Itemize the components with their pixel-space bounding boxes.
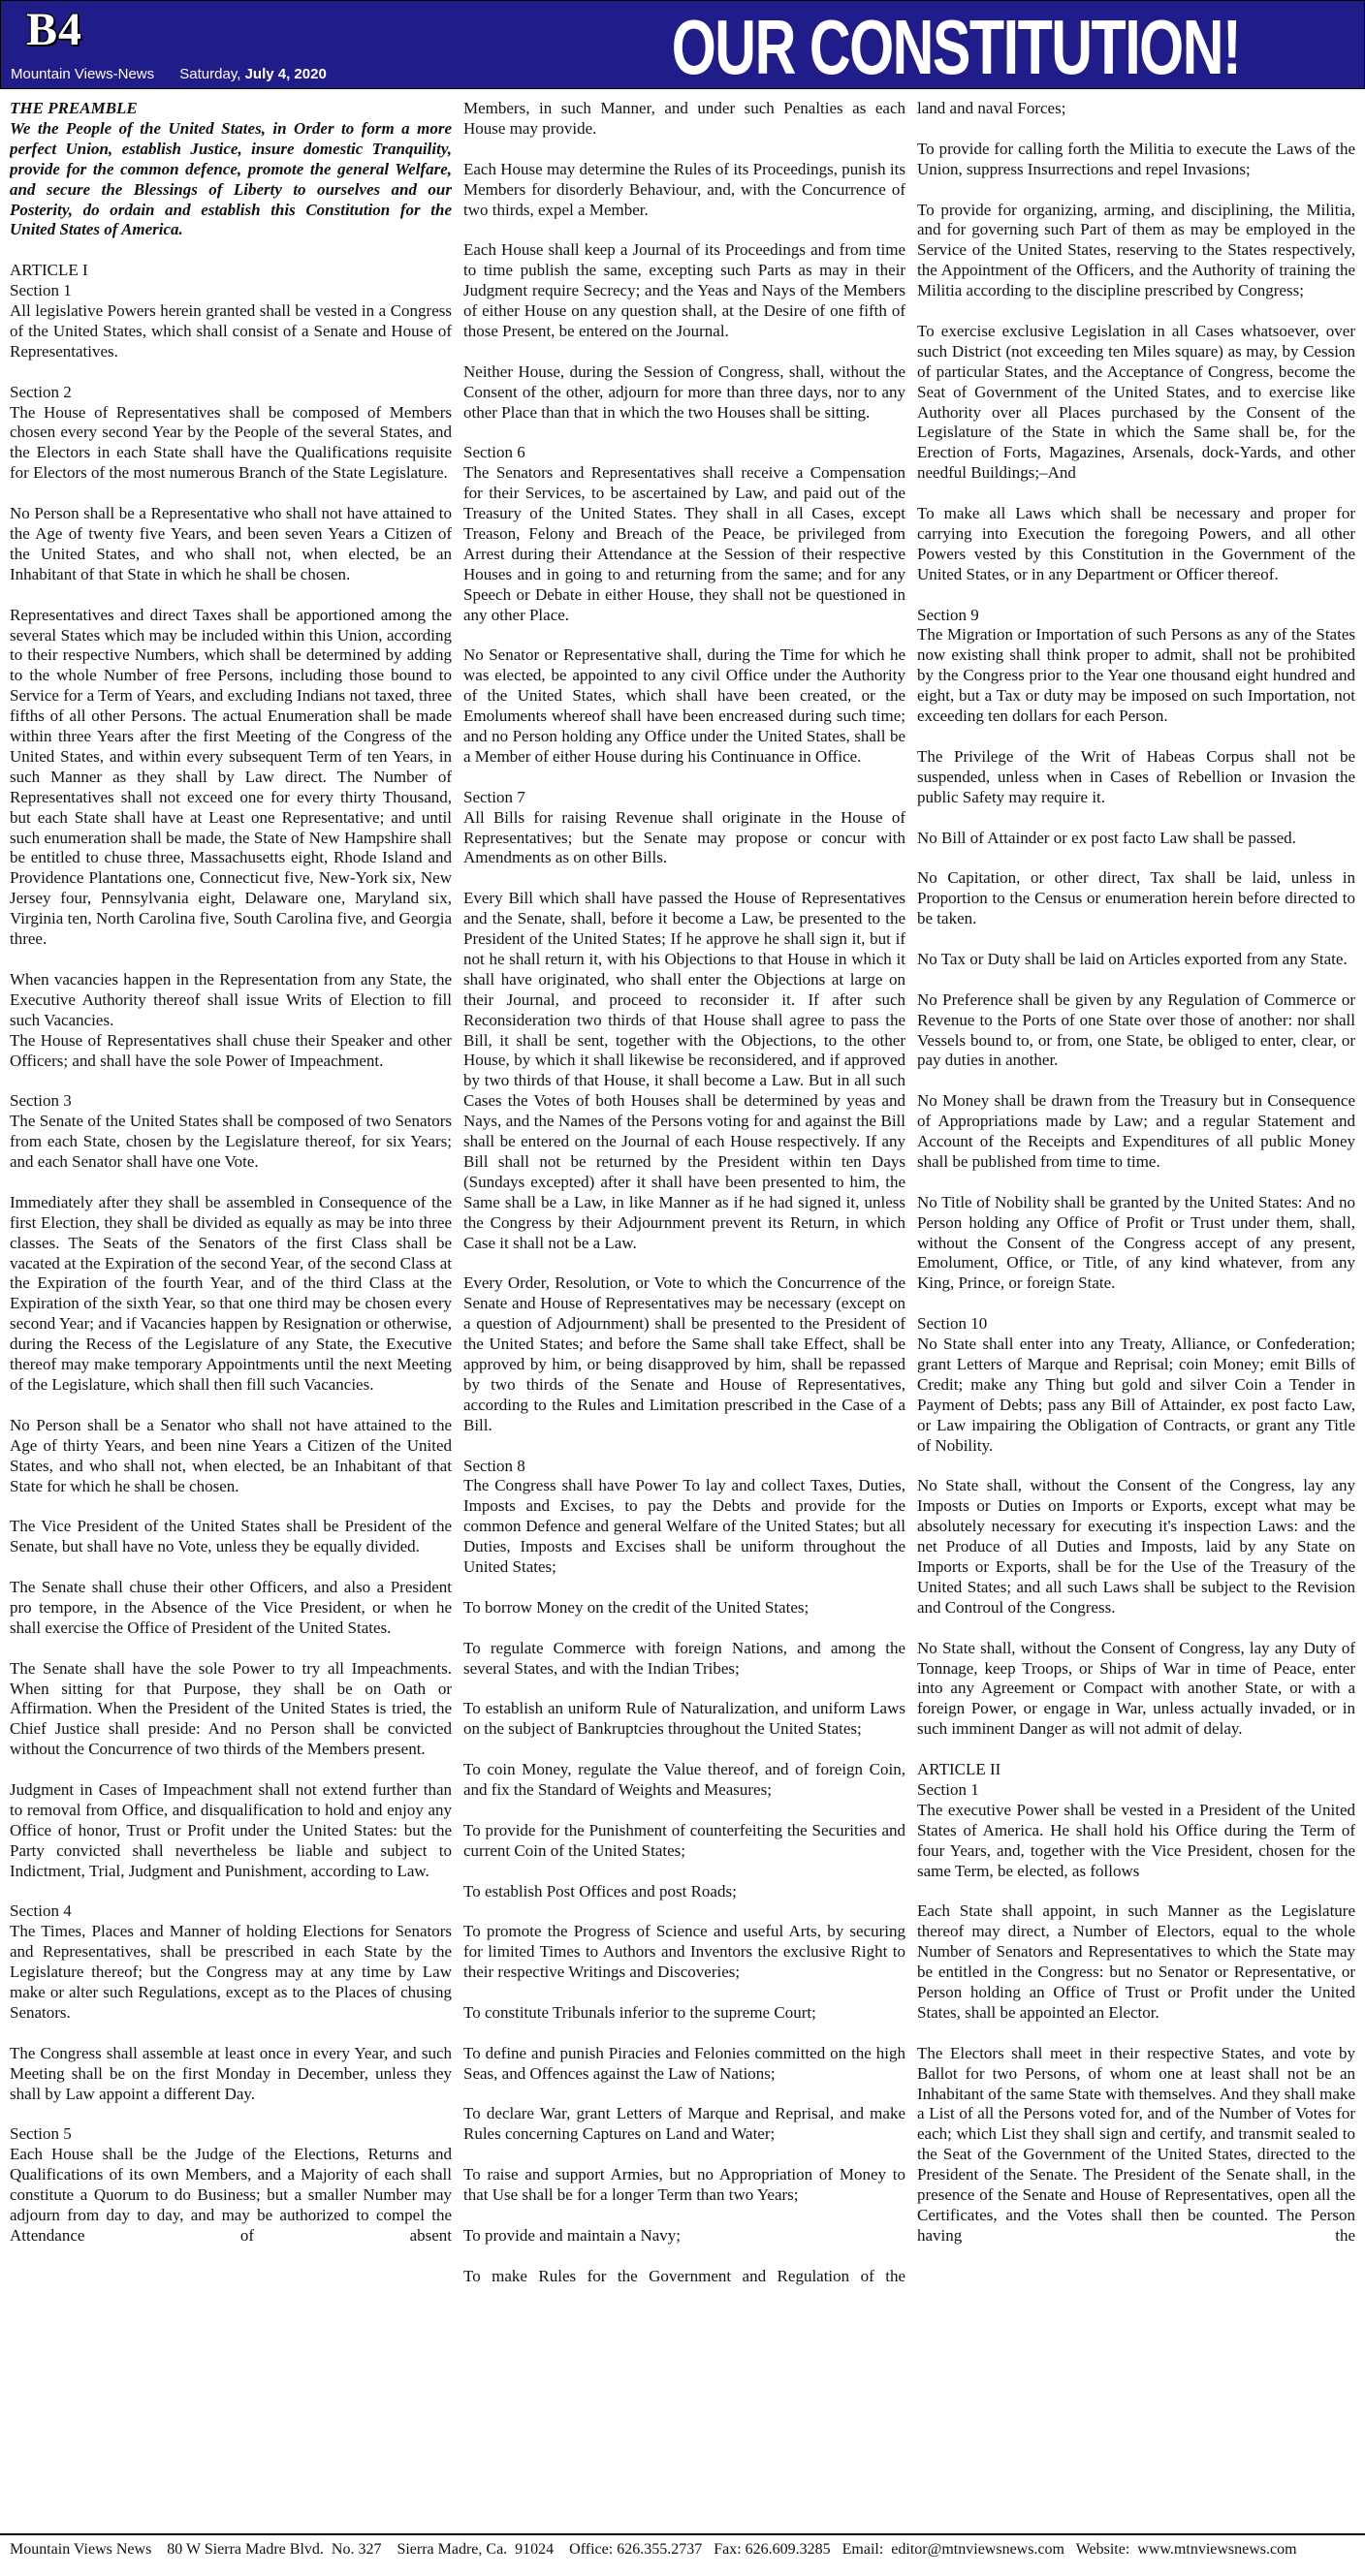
paragraph: To exercise exclusive Legislation in all Cases whatsoever, over such District (not exceeding ten Miles square) as may, by Cession of particular States, and the Acceptance of Congress, become the Seat of Government of the United States, and to exercise like Authority over all Places purchased by the Consent of the Legislature of the State in which the Same shall be, for the Erection of Forts, Magazines, Arsenals, dock-Yards, and other needful Buildings;–And: [917, 321, 1355, 483]
paragraph: The House of Representatives shall be composed of Members chosen every second Year by the People of the several States, and the Electors in each State shall have the Qualifications requisite for Electors of the most numerous Branch of the State Legislature.: [10, 402, 452, 483]
section-heading: Section 1: [917, 1779, 979, 1799]
paragraph: We the People of the United States, in Order to form a more perfect Union, establish Justice, insure domestic Tranquility, provide for the common defence, promote the general Welfare, and secure the Blessings of Liberty to ourselves and our Posterity, do ordain and establish this Constitution for the United States of America.: [10, 118, 452, 239]
paragraph: Neither House, during the Session of Congress, shall, without the Consent of the other, adjourn for more than three days, nor to any other Place than that in which the two Houses shall be sitting.: [463, 361, 905, 422]
paragraph: No State shall, without the Consent of the Congress, lay any Imposts or Duties on Imports or Exports, except what may be absolutely necessary for executing it's inspection Laws: and the net Produce of all Duties and Imposts, laid by any State on Imports or Exports, shall be for the Use of the Treasury of the United States; and all such Laws shall be subject to the Revision and Controul of the Congress.: [917, 1476, 1355, 1617]
paragraph: No Capitation, or other direct, Tax shall be laid, unless in Proportion to the Census or enumeration herein before directed to be taken.: [917, 868, 1355, 928]
section-heading: Section 10: [917, 1314, 988, 1334]
paragraph: The Privilege of the Writ of Habeas Corpus shall not be suspended, unless when in Cases of Rebellion or Invasion the public Safety may require it.: [917, 746, 1355, 806]
section-heading: Section 2: [10, 382, 72, 401]
paragraph: To make Rules for the Government and Regulation of the: [463, 2266, 905, 2285]
paragraph: To provide for the Punishment of counterfeiting the Securities and current Coin of the United States;: [463, 1820, 905, 1860]
paragraph: To provide for organizing, arming, and disciplining, the Militia, and for governing such Part of them as may be employed in the Service of the United States, reserving to the States respectively, the Appointment of the Officers, and the Authority of training the Militia according to the discipline prescribed by Congress;: [917, 200, 1355, 300]
section-heading: Section 4: [10, 1901, 72, 1921]
paper-name: Mountain Views-News: [11, 66, 155, 82]
paragraph: The Electors shall meet in their respective States, and vote by Ballot for two Persons, of whom one at least shall not be an Inhabitant of the same State with themselves. And they shall make a List of all the Persons voted for, and of the Number of Votes for each; which List they shall sign and certify, and transmit sealed to the Seat of the Government of the United States, directed to the President of the Senate. The President of the Senate shall, in the presence of the Senate and House of Representatives, open all the Certificates, and the Votes shall then be counted. The Person having the: [917, 2043, 1355, 2245]
paragraph: To regulate Commerce with foreign Nations, and among the several States, and with the Indian Tribes;: [463, 1638, 905, 1678]
masthead-line: [11, 66, 327, 82]
issue-date: [179, 66, 327, 82]
paragraph: All Bills for raising Revenue shall originate in the House of Representatives; but the Senate may propose or concur with Amendments as on other Bills.: [463, 807, 905, 867]
paragraph: To provide for calling forth the Militia to execute the Laws of the Union, suppress Insurrections and repel Invasions;: [917, 139, 1355, 178]
paragraph: No Preference shall be given by any Regulation of Commerce or Revenue to the Ports of one State over those of another: nor shall Vessels bound to, or from, one State, be obliged to enter, clear, or pay duties in another.: [917, 990, 1355, 1070]
paragraph: Every Order, Resolution, or Vote to which the Concurrence of the Senate and House of Representatives may be necessary (except on a question of Adjournment) shall be presented to the President of the United States; and before the Same shall take Effect, shall be approved by him, or being disapproved by him, shall be repassed by two thirds of the Senate and House of Representatives, according to the Rules and Limitation prescribed in the Case of a Bill.: [463, 1273, 905, 1434]
section-heading: Section 3: [10, 1091, 72, 1111]
section-heading: Section 1: [10, 281, 72, 300]
paragraph: land and naval Forces;: [917, 99, 1066, 117]
paragraph: The Congress shall assemble at least once in every Year, and such Meeting shall be on the first Monday in December, unless they shall by Law appoint a different Day.: [10, 2043, 452, 2103]
paragraph: No Senator or Representative shall, during the Time for which he was elected, be appointed to any civil Office under the Authority of the United States, which shall have been created, or the Emoluments whereof shall have been encreased during such time; and no Person holding any Office under the United States, shall be a Member of either House during his Continuance in Office.: [463, 645, 905, 766]
paragraph: Judgment in Cases of Impeachment shall not extend further than to removal from Office, and disqualification to hold and enjoy any Office of honor, Trust or Profit under the United States: but the Party convicted shall nevertheless be liable and subject to Indictment, Trial, Judgment and Punishment, according to Law.: [10, 1780, 452, 1880]
paragraph: Immediately after they shall be assembled in Consequence of the first Election, they shall be divided as equally as may be into three classes. The Seats of the Senators of the first Class shall be vacated at the Expiration of the second Year, of the second Class at the Expiration of the fourth Year, and of the third Class at the Expiration of the sixth Year, so that one third may be chosen every second Year; and if Vacancies happen by Resignation or otherwise, during the Recess of the Legislature of any State, the Executive thereof may make temporary Appointments until the next Meeting of the Legislature, which shall then fill such Vacancies.: [10, 1192, 452, 1394]
paragraph: The Senate shall have the sole Power to try all Impeachments. When sitting for that Purpose, they shall be on Oath or Affirmation. When the President of the United States is tried, the Chief Justice shall preside: And no Person shall be convicted without the Concurrence of two thirds of the Members present.: [10, 1658, 452, 1759]
paragraph: The Vice President of the United States shall be President of the Senate, but shall have no Vote, unless they be equally divided.: [10, 1517, 452, 1556]
paragraph: To establish an uniform Rule of Naturalization, and uniform Laws on the subject of Bankruptcies throughout the United States;: [463, 1699, 905, 1739]
paragraph: No Title of Nobility shall be granted by the United States: And no Person holding any Office of Profit or Trust under them, shall, without the Consent of the Congress accept of any present, Emolument, Office, or Title, of any kind whatever, from any King, Prince, or foreign State.: [917, 1192, 1355, 1293]
paragraph: To borrow Money on the credit of the United States;: [463, 1597, 809, 1617]
paragraph: Every Bill which shall have passed the House of Representatives and the Senate, shall, before it become a Law, be presented to the President of the United States; If he approve he shall sign it, but if not he shall return it, with his Objections to that House in which it shall have originated, who shall enter the Objections at large on their Journal, and proceed to reconsider it. If after such Reconsideration two thirds of that House shall agree to pass the Bill, it shall be sent, together with the Objections, to the other House, by which it shall likewise be reconsidered, and if approved by two thirds of that House, it shall become a Law. But in all such Cases the Votes of both Houses shall be determined by yeas and Nays, and the Names of the Persons voting for and against the Bill shall be entered on the Journal of each House respectively. If any Bill shall not be returned by the President within ten Days (Sundays excepted) after it shall have been presented to him, the Same shall be a Law, in like Manner as if he had signed it, unless the Congress by their Adjournment prevent its Return, in which Case it shall not be a Law.: [463, 889, 905, 1252]
paragraph: Each House shall be the Judge of the Elections, Returns and Qualifications of its own Members, and a Majority of each shall constitute a Quorum to do Business; but a smaller Number may adjourn from day to day, and may be authorized to compel the Attendance of absent: [10, 2145, 452, 2245]
section-heading: Section 7: [463, 787, 525, 806]
paragraph: To promote the Progress of Science and useful Arts, by securing for limited Times to Authors and Inventors the exclusive Right to their respective Writings and Discoveries;: [463, 1922, 905, 1982]
text-column-1: [10, 99, 452, 2533]
section-heading: ARTICLE II: [917, 1760, 1001, 1779]
paragraph: Each House may determine the Rules of its Proceedings, punish its Members for disorderly Behaviour, and, with the Concurrence of two thirds, expel a Member.: [463, 159, 905, 219]
paragraph: To constitute Tribunals inferior to the supreme Court;: [463, 2002, 816, 2022]
paragraph: All legislative Powers herein granted shall be vested in a Congress of the United States, which shall consist of a Senate and House of Representatives.: [10, 301, 452, 361]
section-heading: Section 6: [463, 443, 525, 462]
paragraph: To coin Money, regulate the Value thereof, and of foreign Coin, and fix the Standard of Weights and Measures;: [463, 1760, 905, 1800]
paragraph: Members, in such Manner, and under such Penalties as each House may provide.: [463, 99, 905, 138]
paragraph: Each State shall appoint, in such Manner as the Legislature thereof may direct, a Number of Electors, equal to the whole Number of Senators and Representatives to which the State may be entitled in the Congress: but no Senator or Representative, or Person holding an Office of Trust or Profit under the United States, shall be appointed an Elector.: [917, 1901, 1355, 2022]
section-heading: ARTICLE I: [10, 261, 88, 280]
footer-text: Mountain Views News 80 W Sierra Madre Blvd. No. 327 Sierra Madre, Ca. 91024 Office: 626.355.2737 Fax: 626.609.3285 Email: editor@mtnviewsnews.com Website: www.mtnviewsnews.com: [10, 2541, 1297, 2558]
paragraph: No Person shall be a Representative who shall not have attained to the Age of twenty five Years, and been seven Years a Citizen of the United States, and who shall not, when elected, be an Inhabitant of that State in which he shall be chosen.: [10, 504, 452, 583]
section-heading: Section 9: [917, 605, 979, 624]
paragraph: No Person shall be a Senator who shall not have attained to the Age of thirty Years, and been nine Years a Citizen of the United States, and who shall not, when elected, be an Inhabitant of that State for which he shall be chosen.: [10, 1415, 452, 1495]
paragraph: To raise and support Armies, but no Appropriation of Money to that Use shall be for a longer Term than two Years;: [463, 2165, 905, 2205]
section-heading: Section 8: [463, 1456, 525, 1475]
page-banner: [0, 0, 1365, 89]
paragraph: The executive Power shall be vested in a President of the United States of America. He shall hold his Office during the Term of four Years, and, together with the Vice President, chosen for the same Term, be elected, as follows: [917, 1800, 1355, 1880]
paragraph: The Senate shall chuse their other Officers, and also a President pro tempore, in the Absence of the Vice President, or when he shall exercise the Office of President of the United States.: [10, 1578, 452, 1637]
page-title: OUR CONSTITUTION!: [671, 4, 1241, 90]
text-column-2: [463, 99, 905, 2533]
paragraph: To provide and maintain a Navy;: [463, 2225, 681, 2245]
date-full: July 4, 2020: [244, 66, 327, 82]
paragraph: To establish Post Offices and post Roads;: [463, 1881, 737, 1901]
section-heading: THE PREAMBLE: [10, 99, 138, 117]
paragraph: No Bill of Attainder or ex post facto Law shall be passed.: [917, 828, 1296, 847]
date-day: Saturday,: [179, 66, 241, 82]
page-number-label: B4: [26, 4, 83, 55]
paragraph: To make all Laws which shall be necessary and proper for carrying into Execution the foregoing Powers, and all other Powers vested by this Constitution in the Government of the United States, or in any Department or Officer thereof.: [917, 504, 1355, 583]
paragraph: To define and punish Piracies and Felonies committed on the high Seas, and Offences against the Law of Nations;: [463, 2043, 905, 2083]
paragraph: No State shall enter into any Treaty, Alliance, or Confederation; grant Letters of Marque and Reprisal; coin Money; emit Bills of Credit; make any Thing but gold and silver Coin a Tender in Payment of Debts; pass any Bill of Attainder, ex post facto Law, or Law impairing the Obligation of Contracts, or grant any Title of Nobility.: [917, 1335, 1355, 1455]
paragraph: The Congress shall have Power To lay and collect Taxes, Duties, Imposts and Excises, to pay the Debts and provide for the common Defence and general Welfare of the United States; but all Duties, Imposts and Excises shall be uniform throughout the United States;: [463, 1476, 905, 1577]
text-column-3: [917, 99, 1355, 2533]
paragraph: The Senate of the United States shall be composed of two Senators from each State, chosen by the Legislature thereof, for six Years; and each Senator shall have one Vote.: [10, 1112, 452, 1172]
paragraph: No Money shall be drawn from the Treasury but in Consequence of Appropriations made by Law; and a regular Statement and Account of the Receipts and Expenditures of all public Money shall be published from time to time.: [917, 1091, 1355, 1171]
paragraph: When vacancies happen in the Representation from any State, the Executive Authority thereof shall issue Writs of Election to fill such Vacancies.: [10, 969, 452, 1029]
paragraph: The Times, Places and Manner of holding Elections for Senators and Representatives, shall be prescribed in each State by the Legislature thereof; but the Congress may at any time by Law make or alter such Regulations, except as to the Places of chusing Senators.: [10, 1922, 452, 2022]
paragraph: To declare War, grant Letters of Marque and Reprisal, and make Rules concerning Captures on Land and Water;: [463, 2104, 905, 2144]
paragraph: No Tax or Duty shall be laid on Articles exported from any State.: [917, 949, 1348, 968]
footer: [0, 2533, 1365, 2576]
paragraph: Each House shall keep a Journal of its Proceedings and from time to time publish the same, excepting such Parts as may in their Judgment require Secrecy; and the Yeas and Nays of the Members of either House on any question shall, at the Desire of one fifth of those Present, be entered on the Journal.: [463, 240, 905, 340]
paragraph: No State shall, without the Consent of Congress, lay any Duty of Tonnage, keep Troops, or Ships of War in time of Peace, enter into any Agreement or Compact with another State, or with a foreign Power, or engage in War, unless actually invaded, or in such imminent Danger as will not admit of delay.: [917, 1638, 1355, 1739]
paragraph: Representatives and direct Taxes shall be apportioned among the several States which may be included within this Union, according to their respective Numbers, which shall be determined by adding to the whole Number of free Persons, including those bound to Service for a Term of Years, and excluding Indians not taxed, three fifths of all other Persons. The actual Enumeration shall be made within three Years after the first Meeting of the Congress of the United States, and within every subsequent Term of ten Years, in such Manner as they shall by Law direct. The Number of Representatives shall not exceed one for every thirty Thousand, but each State shall have at Least one Representative; and until such enumeration shall be made, the State of New Hampshire shall be entitled to chuse three, Massachusetts eight, Rhode Island and Providence Plantations one, Connecticut five, New-York six, New Jersey four, Pennsylvania eight, Delaware one, Maryland six, Virginia ten, North Carolina five, South Carolina five, and Georgia three.: [10, 605, 452, 949]
paragraph: The Senators and Representatives shall receive a Compensation for their Services, to be ascertained by Law, and paid out of the Treasury of the United States. They shall in all Cases, except Treason, Felony and Breach of the Peace, be privileged from Arrest during their Attendance at the Session of their respective Houses and in going to and returning from the same; and for any Speech or Debate in either House, they shall not be questioned in any other Place.: [463, 463, 905, 624]
paragraph: The House of Representatives shall chuse their Speaker and other Officers; and shall have the sole Power of Impeachment.: [10, 1030, 452, 1070]
section-heading: Section 5: [10, 2124, 72, 2144]
paragraph: The Migration or Importation of such Persons as any of the States now existing shall think proper to admit, shall not be prohibited by the Congress prior to the Year one thousand eight hundred and eight, but a Tax or duty may be imposed on such Importation, not exceeding ten dollars for each Person.: [917, 625, 1355, 726]
